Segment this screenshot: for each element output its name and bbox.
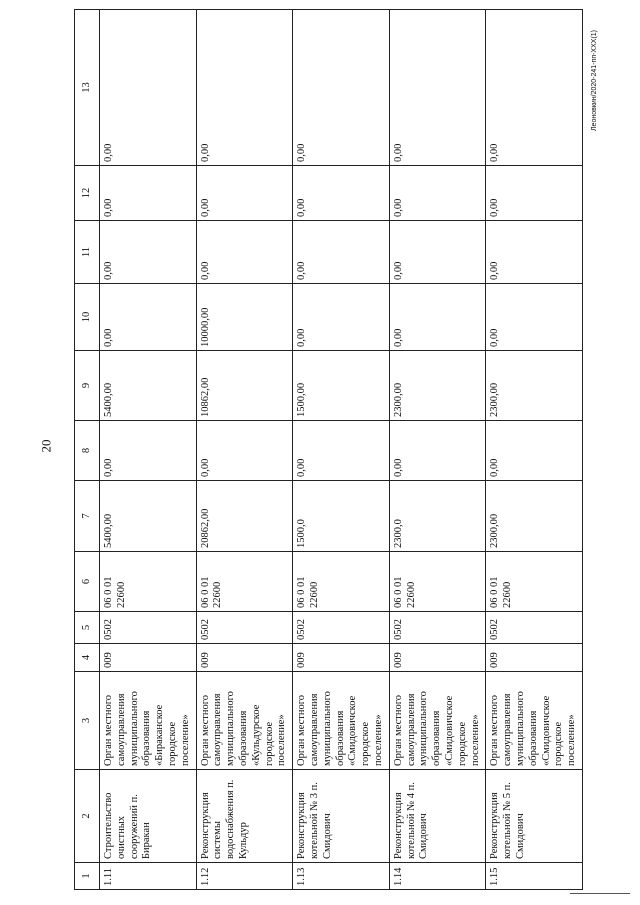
cell-col12: 0,00	[293, 166, 390, 221]
row-number: 1.12	[196, 863, 293, 890]
cell-col10: 0,00	[100, 284, 197, 351]
cell-col9: 2300,00	[486, 351, 583, 421]
row-number: 1.15	[486, 863, 583, 890]
col-header-8: 8	[75, 421, 100, 481]
cell-col4: 009	[100, 644, 197, 672]
cell-col11: 0,00	[293, 221, 390, 284]
col-header-13: 13	[75, 10, 100, 166]
cell-col11: 0,00	[100, 221, 197, 284]
header-row	[75, 10, 100, 890]
cell-col10: 0,00	[486, 284, 583, 351]
cell-col6: 06 0 01 22600	[196, 552, 293, 612]
responsible-body: Орган местного самоуправления муниципального образования «Кульдурское городское поселение»	[196, 672, 293, 770]
cell-col8: 0,00	[486, 421, 583, 481]
project-name: Реконструкция котельной № 4 п. Смидович	[389, 770, 486, 863]
cell-col4: 009	[293, 644, 390, 672]
cell-col6: 06 0 01 22600	[100, 552, 197, 612]
cell-col11: 0,00	[486, 221, 583, 284]
cell-col12: 0,00	[100, 166, 197, 221]
budget-table	[74, 9, 583, 890]
cell-col12: 0,00	[389, 166, 486, 221]
cell-col12: 0,00	[196, 166, 293, 221]
cell-col8: 0,00	[389, 421, 486, 481]
cell-col7: 2300,0	[389, 481, 486, 552]
row-number: 1.14	[389, 863, 486, 890]
responsible-body: Орган местного самоуправления муниципального образования «Смидовичское городское поселение»	[293, 672, 390, 770]
cell-col12: 0,00	[486, 166, 583, 221]
col-header-3: 3	[75, 672, 100, 770]
responsible-body: Орган местного самоуправления муниципального образования «Бираканское городское поселение»	[100, 672, 197, 770]
responsible-body: Орган местного самоуправления муниципального образования «Смидовичское городское поселение»	[486, 672, 583, 770]
cell-col6: 06 0 01 22600	[389, 552, 486, 612]
table-row	[196, 10, 293, 890]
cell-col11: 0,00	[389, 221, 486, 284]
table-row	[100, 10, 197, 890]
table-row	[389, 10, 486, 890]
cell-col11: 0,00	[196, 221, 293, 284]
rotated-table-sheet	[74, 10, 579, 890]
project-name: Строительство очистных сооружений п. Биракан	[100, 770, 197, 863]
cell-col4: 009	[196, 644, 293, 672]
col-header-10: 10	[75, 284, 100, 351]
cell-col13: 0,00	[100, 10, 197, 166]
project-name: Реконструкция системы водоснабжения п. Кульдур	[196, 770, 293, 863]
cell-col6: 06 0 01 22600	[486, 552, 583, 612]
col-header-12: 12	[75, 166, 100, 221]
cell-col7: 20862,00	[196, 481, 293, 552]
row-number: 1.11	[100, 863, 197, 890]
row-number: 1.13	[293, 863, 390, 890]
cell-col13: 0,00	[486, 10, 583, 166]
page-number: 20	[38, 439, 54, 453]
cell-col13: 0,00	[196, 10, 293, 166]
project-name: Реконструкция котельной № 3 п. Смидович	[293, 770, 390, 863]
col-header-2: 2	[75, 770, 100, 863]
cell-col5: 0502	[486, 612, 583, 644]
col-header-1: 1	[75, 863, 100, 890]
cell-col5: 0502	[293, 612, 390, 644]
cell-col8: 0,00	[196, 421, 293, 481]
col-header-7: 7	[75, 481, 100, 552]
cell-col5: 0502	[196, 612, 293, 644]
table-row	[293, 10, 390, 890]
cell-col10: 0,00	[389, 284, 486, 351]
cell-col7: 2300,00	[486, 481, 583, 552]
cell-col10: 10000,00	[196, 284, 293, 351]
bottom-rule-line	[570, 893, 630, 894]
cell-col5: 0502	[389, 612, 486, 644]
cell-col13: 0,00	[293, 10, 390, 166]
project-name: Реконструкция котельной № 5 п. Смидович	[486, 770, 583, 863]
col-header-5: 5	[75, 612, 100, 644]
table-row	[486, 10, 583, 890]
col-header-4: 4	[75, 644, 100, 672]
cell-col9: 10862,00	[196, 351, 293, 421]
responsible-body: Орган местного самоуправления муниципального образования «Смидовичское городское поселение»	[389, 672, 486, 770]
col-header-9: 9	[75, 351, 100, 421]
cell-col9: 5400,00	[100, 351, 197, 421]
cell-col8: 0,00	[293, 421, 390, 481]
cell-col5: 0502	[100, 612, 197, 644]
footer-document-code: Леоновкин/2020-241-пп-ХХХ(1)	[591, 30, 598, 132]
cell-col13: 0,00	[389, 10, 486, 166]
cell-col7: 5400,00	[100, 481, 197, 552]
cell-col9: 1500,00	[293, 351, 390, 421]
cell-col7: 1500,0	[293, 481, 390, 552]
col-header-6: 6	[75, 552, 100, 612]
cell-col9: 2300,00	[389, 351, 486, 421]
cell-col6: 06 0 01 22600	[293, 552, 390, 612]
cell-col8: 0,00	[100, 421, 197, 481]
cell-col10: 0,00	[293, 284, 390, 351]
col-header-11: 11	[75, 221, 100, 284]
cell-col4: 009	[486, 644, 583, 672]
cell-col4: 009	[389, 644, 486, 672]
